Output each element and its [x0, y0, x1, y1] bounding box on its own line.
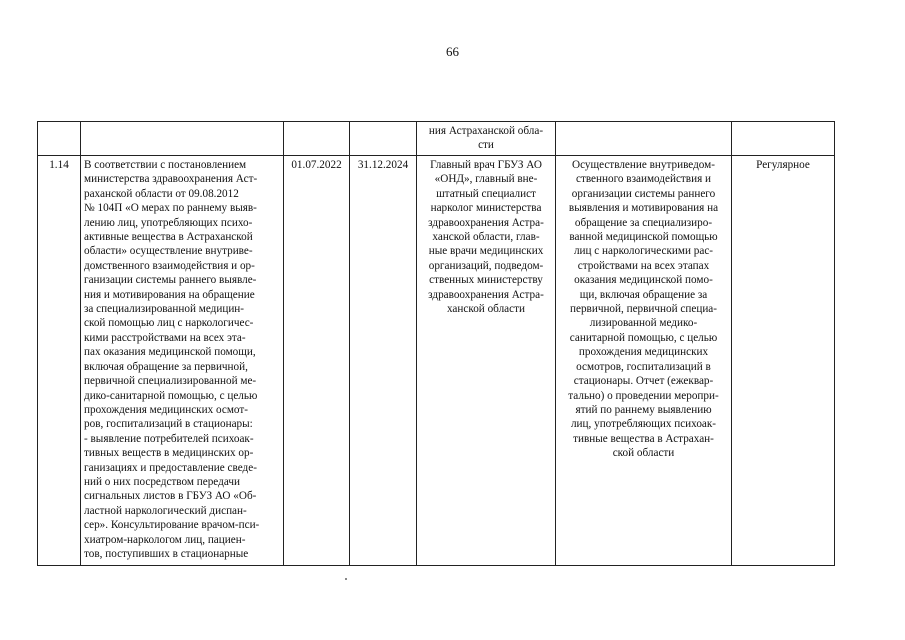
result-line: тально) о проведении меропри- [568, 389, 719, 402]
description-line: ластной наркологический диспан- [84, 504, 247, 517]
description-line: лению лиц, употребляющих психо- [84, 216, 253, 229]
cont-end-date-cell [350, 122, 417, 156]
responsible-line: ханской области [446, 303, 525, 316]
periodicity: Регулярное [732, 156, 835, 566]
result-line: ятий по раннему выявлению [575, 403, 712, 416]
description-line: включая обращение за первичной, [84, 360, 248, 373]
page-number: 66 [446, 44, 459, 59]
description-line: за специализированной медицин- [84, 303, 245, 316]
cont-responsible-line: ния Астраханской обла- [428, 125, 544, 137]
responsible-line: ханской области, глав- [432, 231, 540, 244]
description-line: дико-санитарной помощью, с целью [84, 389, 258, 402]
result-line: Осуществление внутриведом- [571, 159, 715, 171]
result-line: стройствами на всех этапах [577, 259, 710, 272]
result-line: прохождения медицинских [578, 346, 709, 359]
description-line: прохождения медицинских осмот- [84, 403, 248, 416]
description-line: первичной специализированной ме- [84, 375, 257, 388]
cont-responsible-line: сти [478, 139, 494, 152]
description-line: - выявление потребителей психоак- [84, 432, 254, 445]
start-date: 01.07.2022 [284, 156, 350, 566]
cont-number-cell [38, 122, 81, 156]
description-line: сигнальных листов в ГБУЗ АО «Об- [84, 490, 257, 503]
responsible-line: штатный специалист [436, 187, 536, 200]
responsible-line: здравоохранения Астра- [428, 216, 544, 229]
responsible-line: здравоохранения Астра- [428, 288, 544, 301]
result-line: оказания медицинской помо- [574, 274, 713, 287]
result-line: ственного взаимодействия и [575, 173, 711, 186]
result-line: осмотров, госпитализаций в [576, 360, 711, 373]
responsible-line: ственных министерству [429, 274, 543, 287]
cont-description-cell [81, 122, 284, 156]
end-date: 31.12.2024 [350, 156, 417, 566]
result-line: обращение за специализиро- [574, 216, 713, 229]
result-line: щи, включая обращение за [579, 288, 708, 301]
result-line: лиц, употребляющих психоак- [570, 418, 717, 431]
description-line: пах оказания медицинской помощи, [84, 346, 256, 359]
description-line: министерства здравоохранения Аст- [84, 173, 258, 186]
responsible-line: Главный врач ГБУЗ АО [430, 159, 542, 171]
description-line: В соответствии с постановлением [84, 159, 247, 171]
responsible-line: «ОНД», главный вне- [434, 173, 538, 186]
result-line: стационары. Отчет (ежеквар- [573, 375, 714, 388]
row-description [81, 156, 284, 566]
cont-start-date-cell [284, 122, 350, 156]
description-line: № 104П «О мерах по раннему выяв- [84, 202, 257, 215]
result-line: выявления и мотивирования на [568, 202, 719, 215]
description-line: сер». Консультирование врачом-пси- [84, 519, 260, 532]
responsible-line: нарколог министерства [430, 202, 542, 215]
description-line: тивных веществ в медицинских ор- [84, 447, 254, 460]
description-line: тов, поступивших в стационарные [84, 547, 249, 560]
cont-responsible-cell [417, 122, 556, 156]
cont-result-cell [556, 122, 732, 156]
result-line: организации системы раннего [571, 187, 716, 200]
description-line: активные вещества в Астраханской [84, 231, 253, 244]
description-line: ганизации системы раннего выявле- [84, 274, 257, 287]
responsible-line: ные врачи медицинских [428, 245, 544, 258]
scan-speck [345, 578, 347, 580]
continuation-row [38, 122, 835, 156]
description-line: ний о них посредством передачи [84, 475, 240, 488]
result-line: тивные вещества в Астрахан- [573, 432, 714, 445]
description-line: ния и мотивирования на обращение [84, 288, 255, 301]
table-row [38, 156, 835, 566]
cont-periodicity-cell [732, 122, 835, 156]
result-line: санитарной помощью, с целью [569, 331, 718, 344]
plan-table [37, 121, 835, 566]
responsible-executor [417, 156, 556, 566]
responsible-line: организаций, подведом- [428, 259, 544, 272]
result-line: лизированной медико- [589, 317, 698, 330]
description-line: кими расстройствами на всех эта- [84, 331, 246, 344]
description-line: ской помощью лиц с наркологичес- [84, 317, 254, 330]
result-line: ванной медицинской помощью [569, 231, 718, 244]
description-line: ров, госпитализаций в стационары: [84, 418, 253, 431]
result-line: лиц с наркологическими рас- [573, 245, 714, 258]
result-line: ской области [612, 447, 675, 460]
description-line: раханской области от 09.08.2012 [84, 187, 239, 200]
result-line: первичной, первичной специа- [570, 303, 717, 316]
row-number: 1.14 [38, 156, 81, 566]
expected-result [556, 156, 732, 566]
description-line: области» осуществление внутриве- [84, 245, 253, 258]
description-line: хиатром-наркологом лиц, пациен- [84, 533, 246, 546]
description-line: ганизациях и предоставление сведе- [84, 461, 257, 474]
description-line: домственного взаимодействия и ор- [84, 259, 255, 272]
